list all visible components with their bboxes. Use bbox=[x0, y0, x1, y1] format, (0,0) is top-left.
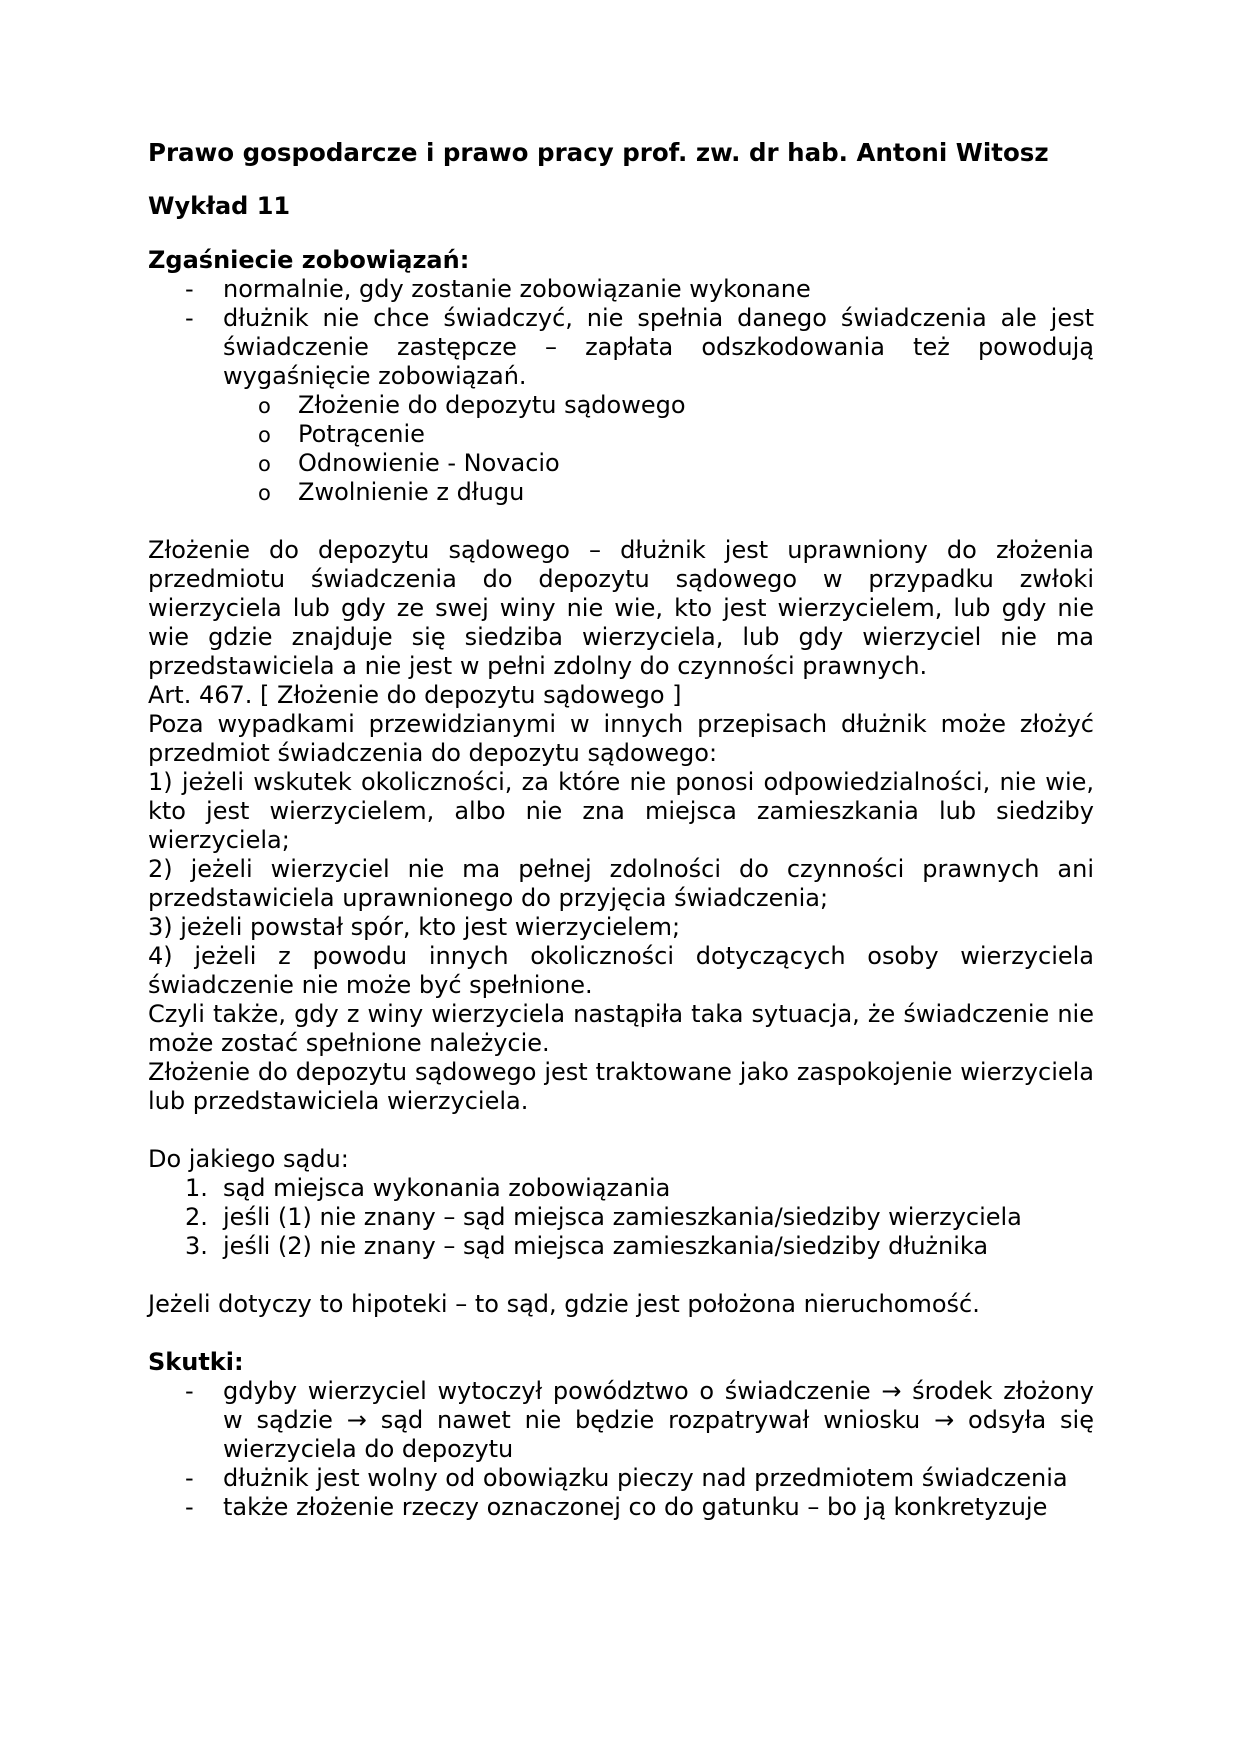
list-item-text: normalnie, gdy zostanie zobowiązanie wykonane bbox=[223, 275, 811, 303]
paragraph: Czyli także, gdy z winy wierzyciela nastąpiła taka sytuacja, że świadczenie nie może zostać spełnione należycie. bbox=[148, 1000, 1094, 1057]
article-heading: Art. 467. [ Złożenie do depozytu sądowego ] bbox=[148, 681, 682, 709]
list-item bbox=[148, 1464, 1094, 1493]
article-point: 1) jeżeli wskutek okoliczności, za które nie ponosi odpowiedzialności, nie wie, kto jest wierzycielem, albo nie zna miejsca zamieszkania lub siedziby wierzyciela; bbox=[148, 768, 1094, 854]
paragraph: Poza wypadkami przewidzianymi w innych przepisach dłużnik może złożyć przedmiot świadczenia do depozytu sądowego: bbox=[148, 710, 1094, 767]
list-item-text: jeśli (2) nie znany – sąd miejsca zamieszkania/siedziby dłużnika bbox=[223, 1232, 989, 1260]
list-item bbox=[148, 275, 1094, 304]
spacer bbox=[148, 1261, 1094, 1290]
sublist-item bbox=[148, 420, 1094, 449]
sublist-item bbox=[148, 449, 1094, 478]
document-page bbox=[148, 138, 1094, 1522]
list-item bbox=[148, 304, 1094, 391]
circle-bullet: o bbox=[258, 481, 271, 505]
sublist-item-text: Potrącenie bbox=[298, 420, 425, 448]
dash-bullet: - bbox=[185, 275, 194, 303]
sublist-item bbox=[148, 391, 1094, 420]
mortgage-note: Jeżeli dotyczy to hipoteki – to sąd, gdzie jest położona nieruchomość. bbox=[148, 1290, 980, 1318]
number-marker: 3. bbox=[185, 1232, 208, 1260]
list-item-text: gdyby wierzyciel wytoczył powództwo o świadczenie → środek złożony w sądzie → sąd nawet nie będzie rozpatrywał wniosku → odsyła się wierzyciela do depozytu bbox=[223, 1377, 1094, 1463]
dash-bullet: - bbox=[185, 1464, 194, 1492]
circle-bullet: o bbox=[258, 423, 271, 447]
article-point: 4) jeżeli z powodu innych okoliczności dotyczących osoby wierzyciela świadczenie nie może być spełnione. bbox=[148, 942, 1094, 999]
section-heading-extinction: Zgaśniecie zobowiązań: bbox=[148, 246, 470, 274]
court-list bbox=[148, 1174, 1094, 1261]
circle-bullet: o bbox=[258, 452, 271, 476]
paragraph: Złożenie do depozytu sądowego jest traktowane jako zaspokojenie wierzyciela lub przedstawiciela wierzyciela. bbox=[148, 1058, 1094, 1115]
list-item bbox=[148, 1493, 1094, 1522]
deposit-section bbox=[148, 536, 1094, 1116]
court-intro: Do jakiego sądu: bbox=[148, 1145, 349, 1173]
list-item bbox=[148, 1203, 1094, 1232]
spacer bbox=[148, 507, 1094, 536]
paragraph: Złożenie do depozytu sądowego – dłużnik jest uprawniony do złożenia przedmiotu świadczenia do depozytu sądowego w przypadku zwłoki wierzyciela lub gdy ze swej winy nie wie, kto jest wierzycielem, lub gdy nie wie gdzie znajduje się siedziba wierzyciela, lub gdy wierzyciel nie ma przedstawiciela a nie jest w pełni zdolny do czynności prawnych. bbox=[148, 536, 1094, 680]
extinction-sublist bbox=[148, 391, 1094, 507]
list-item bbox=[148, 1377, 1094, 1464]
spacer bbox=[148, 1116, 1094, 1145]
list-item-text: jeśli (1) nie znany – sąd miejsca zamieszkania/siedziby wierzyciela bbox=[223, 1203, 1022, 1231]
number-marker: 1. bbox=[185, 1174, 208, 1202]
document-title: Prawo gospodarcze i prawo pracy prof. zw. dr hab. Antoni Witosz bbox=[148, 138, 1049, 167]
list-item bbox=[148, 1232, 1094, 1261]
sublist-item bbox=[148, 478, 1094, 507]
dash-bullet: - bbox=[185, 1377, 194, 1405]
extinction-list bbox=[148, 275, 1094, 391]
list-item-text: dłużnik jest wolny od obowiązku pieczy nad przedmiotem świadczenia bbox=[223, 1464, 1068, 1492]
dash-bullet: - bbox=[185, 304, 194, 332]
dash-bullet: - bbox=[185, 1493, 194, 1521]
article-point: 2) jeżeli wierzyciel nie ma pełnej zdolności do czynności prawnych ani przedstawiciela uprawnionego do przyjęcia świadczenia; bbox=[148, 855, 1094, 912]
sublist-item-text: Zwolnienie z długu bbox=[298, 478, 525, 506]
article-point: 3) jeżeli powstał spór, kto jest wierzycielem; bbox=[148, 913, 681, 941]
lecture-number: Wykład 11 bbox=[148, 192, 291, 220]
sublist-item-text: Odnowienie - Novacio bbox=[298, 449, 560, 477]
list-item-text: sąd miejsca wykonania zobowiązania bbox=[223, 1174, 671, 1202]
list-item-text: także złożenie rzeczy oznaczonej co do gatunku – bo ją konkretyzuje bbox=[223, 1493, 1048, 1521]
circle-bullet: o bbox=[258, 394, 271, 418]
sublist-item-text: Złożenie do depozytu sądowego bbox=[298, 391, 686, 419]
number-marker: 2. bbox=[185, 1203, 208, 1231]
list-item-text: dłużnik nie chce świadczyć, nie spełnia danego świadczenia ale jest świadczenie zastępcze – zapłata odszkodowania też powodują wygaśnięcie zobowiązań. bbox=[223, 304, 1094, 390]
effects-list bbox=[148, 1377, 1094, 1522]
spacer bbox=[148, 1319, 1094, 1348]
section-heading-effects: Skutki: bbox=[148, 1348, 244, 1376]
list-item bbox=[148, 1174, 1094, 1203]
